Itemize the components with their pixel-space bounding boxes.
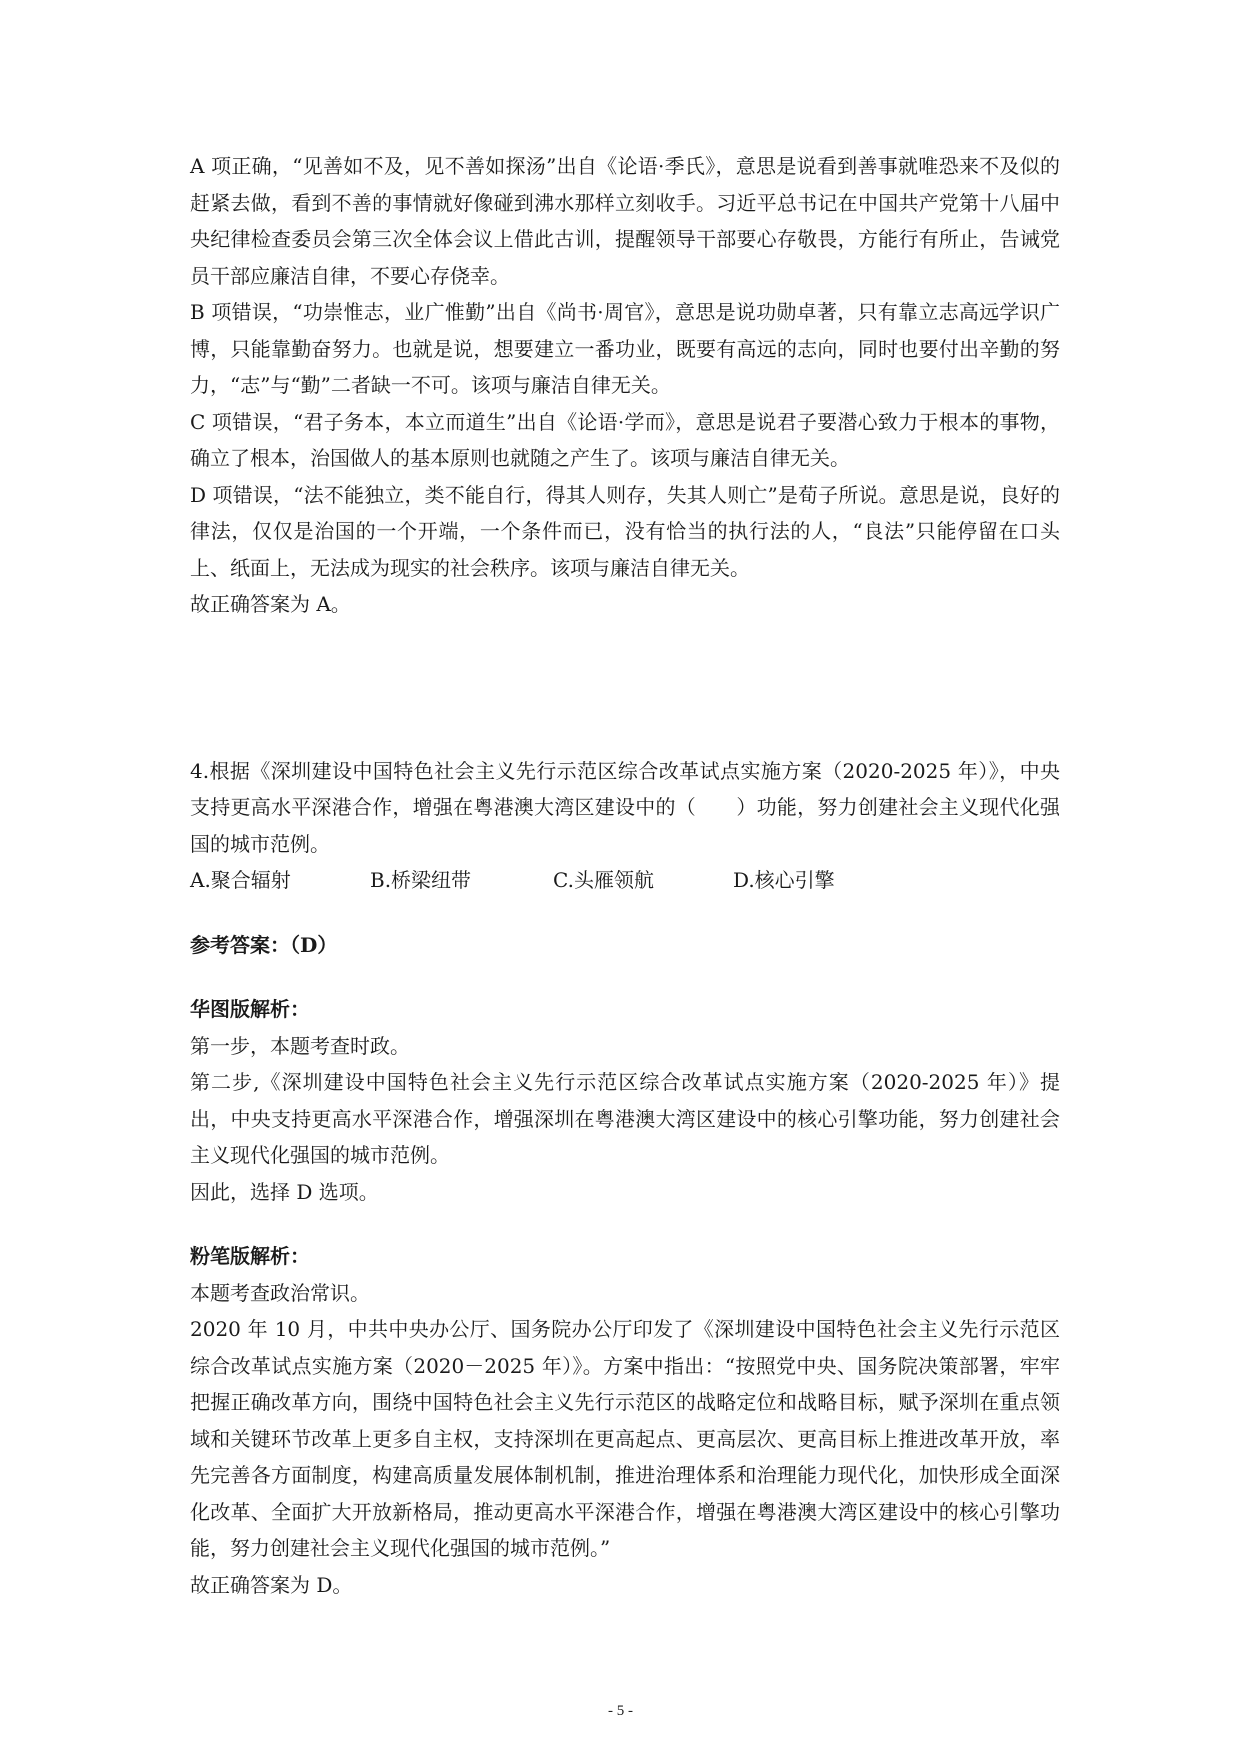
- option-d-analysis: D 项错误，“法不能独立，类不能自行，得其人则存，失其人则亡”是荀子所说。意思是说，良好的律法，仅仅是治国的一个开端，一个条件而已，没有恰当的执行法的人，“良法”只能停留在口头上、纸面上，无法成为现实的社会秩序。该项与廉洁自律无关。: [190, 482, 1060, 580]
- option-d: D.核心引擎: [733, 868, 835, 892]
- spacer: [190, 899, 1060, 927]
- option-b: B.桥梁纽带: [370, 868, 472, 892]
- spacer: [190, 623, 1060, 753]
- question-options: [190, 862, 1060, 899]
- page-number: - 5 -: [608, 1703, 633, 1719]
- page-content: [190, 148, 1060, 1603]
- huatu-step-2: 第二步,《深圳建设中国特色社会主义先行示范区综合改革试点实施方案（2020-2025 年）》提出，中央支持更高水平深港合作，增强深圳在粤港澳大湾区建设中的核心引擎功能，努力创建社会主义现代化强国的城市范例。: [190, 1070, 1060, 1167]
- huatu-step-1: 第一步，本题考查时政。: [190, 1033, 410, 1058]
- spacer: [190, 963, 1060, 991]
- option-c-analysis: C 项错误，“君子务本，本立而道生”出自《论语·学而》，意思是说君子要潜心致力于根本的事物，确立了根本，治国做人的基本原则也就随之产生了。该项与廉洁自律无关。: [190, 409, 1060, 470]
- fenbi-heading: 粉笔版解析：: [190, 1244, 310, 1268]
- option-c: C.头雁领航: [553, 868, 654, 892]
- spacer: [190, 1210, 1060, 1238]
- prev-conclusion: 故正确答案为 A。: [190, 592, 351, 616]
- option-b-analysis: B 项错误，“功崇惟志，业广惟勤”出自《尚书·周官》，意思是说功勋卓著，只有靠立志高远学识广博，只能靠勤奋努力。也就是说，想要建立一番功业，既要有高远的志向，同时也要付出辛勤的努力，“志”与“勤”二者缺一不可。该项与廉洁自律无关。: [190, 300, 1060, 397]
- question-text: 4.根据《深圳建设中国特色社会主义先行示范区综合改革试点实施方案（2020-2025 年）》，中央支持更高水平深港合作，增强在粤港澳大湾区建设中的（ ）功能，努力创建社会主义现代化强国的城市范例。: [190, 758, 1060, 856]
- fenbi-body: 2020 年 10 月，中共中央办公厅、国务院办公厅印发了《深圳建设中国特色社会主义先行示范区综合改革试点实施方案（2020－2025 年）》。方案中指出：“按照党中央、国务院决策部署，牢牢把握正确改革方向，围绕中国特色社会主义先行示范区的战略定位和战略目标，赋予深圳在重点领域和关键环节改革上更多自主权，支持深圳在更高起点、更高层次、更高目标上推进改革开放，率先完善各方面制度，构建高质量发展体制机制，推进治理体系和治理能力现代化，加快形成全面深化改革、全面扩大开放新格局，推动更高水平深港合作，增强在粤港澳大湾区建设中的核心引擎功能，努力创建社会主义现代化强国的城市范例。”: [190, 1317, 1060, 1560]
- option-a: A.聚合辐射: [190, 868, 291, 892]
- huatu-heading: 华图版解析：: [190, 997, 310, 1021]
- reference-answer: 参考答案：（D）: [190, 932, 338, 957]
- fenbi-intro: 本题考查政治常识。: [190, 1280, 370, 1305]
- huatu-conclusion: 因此，选择 D 选项。: [190, 1179, 379, 1204]
- fenbi-conclusion: 故正确答案为 D。: [190, 1572, 353, 1597]
- option-a-analysis: A 项正确，“见善如不及，见不善如探汤”出自《论语·季氏》，意思是说看到善事就唯恐来不及似的赶紧去做，看到不善的事情就好像碰到沸水那样立刻收手。习近平总书记在中国共产党第十八届中央纪律检查委员会第三次全体会议上借此古训，提醒领导干部要心存敬畏，方能行有所止，告诫党员干部应廉洁自律，不要心存侥幸。: [190, 154, 1060, 288]
